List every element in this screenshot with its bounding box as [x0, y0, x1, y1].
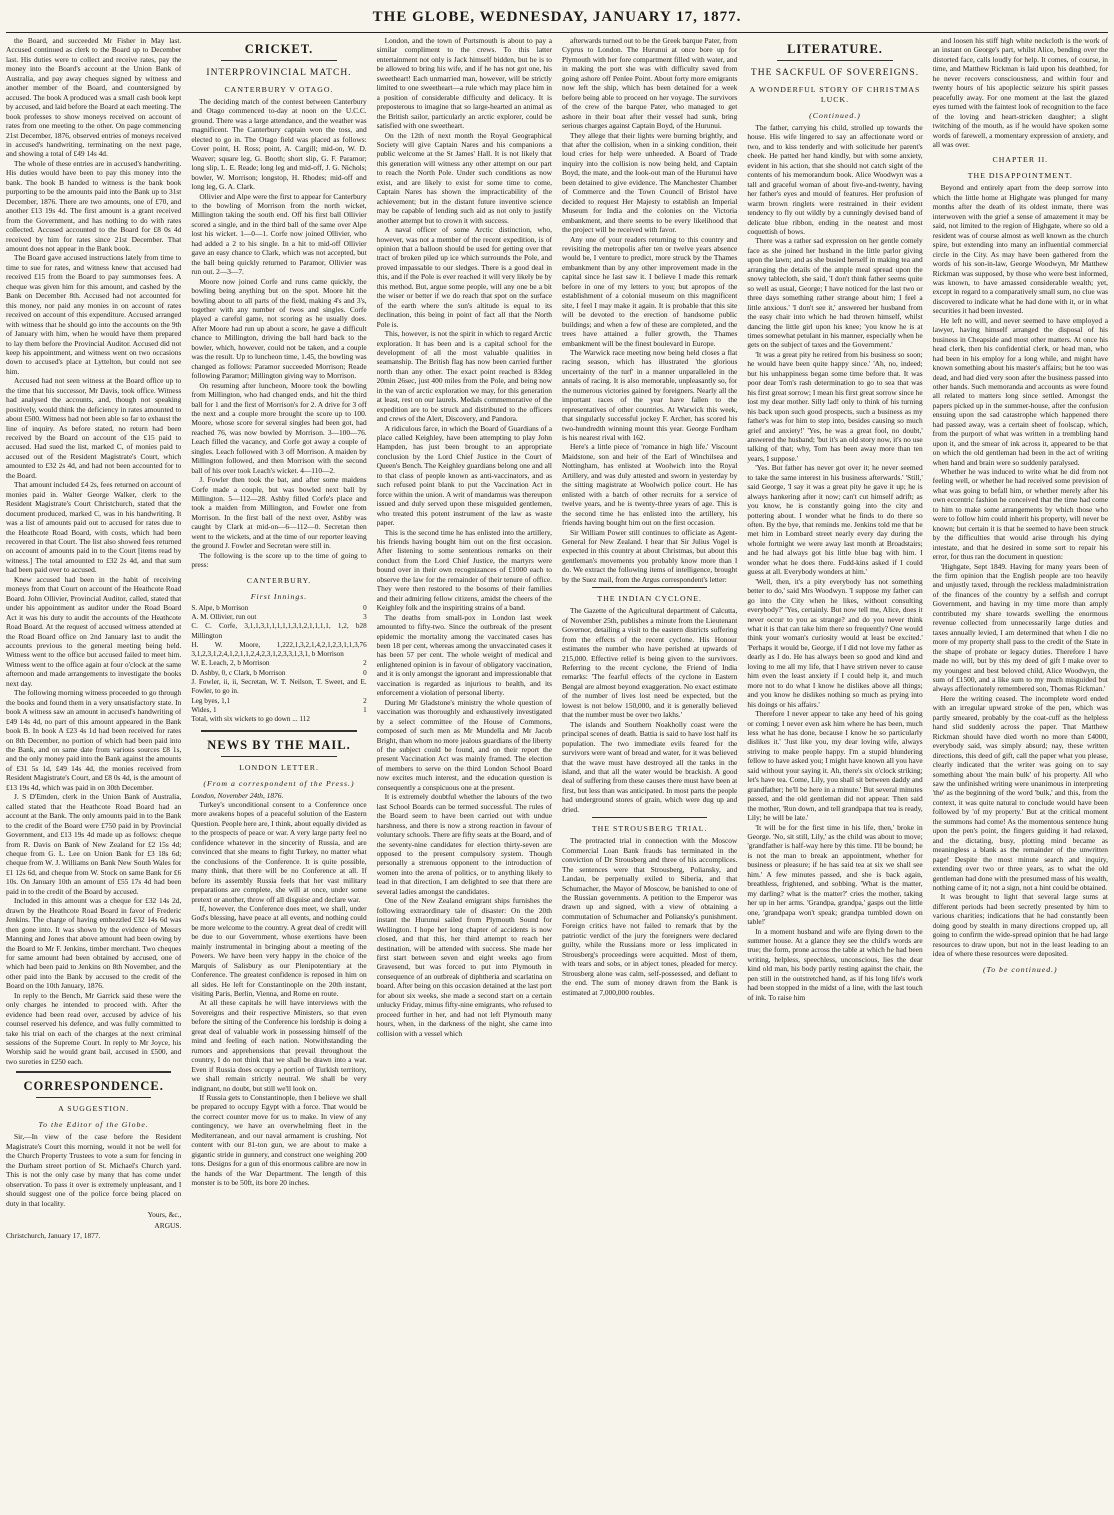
- article-paragraph: Here's a little piece of 'romance in high life.' Viscount Maidstone, son and heir of the Earl of Winchilsea and Nottingham, has enlisted at Woolwich into the Royal Artillery, and was duly attested and sworn in yesterday by the sitting magistrate at Woolwich police court. He has enlisted with a batch of other recruits for a service of twelve years, and he is twenty-three years of age. This is the second time he has enlisted into the artillery, his friends having bought him out on the first occasion.: [561, 442, 738, 528]
- article-paragraph: Knew accused had been in the habit of receiving moneys from that Court on account of the Heathcote Road Board. John Ollivier, Provincial Auditor, called, stated that under his appointment as auditor under the Road Board Act it was his duty to audit the accounts of the Heathcote Road Board. At the request of accused witness attended at the Road Board office on 2nd January last to audit the accounts previous to the general meeting being held. Witness went to the office but accused failed to meet him. Witness went to the office again at four o'clock at the same afternoon and made arrangements to investigate the books next day.: [6, 574, 182, 688]
- masthead-title: THE GLOBE, WEDNESDAY, JANUARY 17, 1877.: [372, 9, 742, 25]
- article-paragraph: On the 12th of next month the Royal Geographical Society will give Captain Nares and his companions a public welcome at the St James' Hall. It is not likely that this generation will witness any other attempt on our part to reach the North Pole. Under such conditions as now exist, and are likely to exist for some time to come, Captain Nares has shown the impracticability of the achievement; but in the distant future inventive science may be capable of lending such aid as not only to justify another attempt but to crown it with success.: [376, 130, 552, 225]
- article-paragraph: J. S D'Emden, clerk in the Union Bank of Australia, called stated that the Heathcote Road Board had an account at the Bank. The only amounts paid in to the Bank to the credit of the Board were £750 paid in by Provincial Government, and £13 19s 4d made up as follows: cheque from R. Davis on Bank of New Zealand for £2 15s 4d; cheque from G. L. Lee on Union Bank for £3 18s 6d; cheque from W. J. Williams on Bank New South Wales for £1 12s 6d, and cheque from W. Stock on same Bank for £6 10s. On January 10th an amount of £55 17s 4d had been paid in to the credit of the Board by accused.: [6, 792, 182, 896]
- scorecard-row: Leg byes, 1,1 2: [191, 696, 367, 705]
- article-paragraph: afterwards turned out to be the Greek barque Pater, from Cyprus to London. The Hurunui at once bore up for Plymouth with her fore compartment filled with water, and in making the port she was with difficulty saved from going ashore off Penlee Point. About forty more emigrants now left the ship, which has been detained for a week before being able to proceed on her voyage. The survivors of the crew of the barque Pater, who managed to get ashore in their boat after their vessel had sunk, bring serious charges against Captain Boyd, of the Hurunui.: [561, 36, 738, 131]
- correspondence-subheading: A SUGGESTION.: [58, 1104, 130, 1114]
- scorecard-total: Total, with six wickets to go down ... 112: [191, 715, 310, 724]
- story-paragraph: There was a rather sad expression on her gentle comely face as she joined her husband in the little parlor giving upon the lawn; and as she busied herself in making tea and arranging the details of the ample meal spread upon the snowy tablecloth, she said, 'I don't think father seems quite so well as usual, George; I have noticed for the last two or three days something rather strange about him; I feel a little anxious.' 'I don't see it,' answered her husband from the easy chair into which he had thrown himself, whilst dancing the little girl upon his knee; 'you know he is at times somewhat petulant in his manner, especially when he gets on the subject of taxes and the Government.': [747, 236, 923, 350]
- story-paragraph: Here the writing ceased. The incomplete word ended with an irregular upward stroke of the pen, which was partly smeared, probably by the coat-cuff as the helpless hand slid suddenly across the paper. That Matthew Rickman should have died worth no more than £4000, everybody said, was simply absurd; nay, these written directions, this deed of gift, call the paper what you please, clearly indicated that the writer was going on to say something about 'the main bulk' of his property. All who saw the unfinished writing were unanimous in interpreting 'the' as the beginning of the word 'bulk,' and this, from the context, it was quite natural to conclude would have been followed by 'of my property.' But at the critical moment the summons had come! As the momentous sentence hung upon the pen's point, the fingers guiding it had relaxed, and the dictating, busy, plotting mind became as meaningless a blank as the remainder of the unwritten page! Despite the most minute search and inquiry, extending over two or three years, as to what the old gentleman had done with the presumed mass of his wealth, nothing came of it; not a sign, not a hint could be obtained.: [932, 693, 1108, 892]
- story-paragraph: Beyond and entirely apart from the deep sorrow into which the little home at Highgate was plunged for many months after the death of its oldest inmate, there was interwoven with the grief a sense of amazement it may be said, not limited to the region of Highgate, where so old a resident was of course almost as well known as the church spire, but extending into many an influential commercial circle in the City. As may have been gathered from the words of his son-in-law, George Woodwyn, Mr Matthew Rickman was supposed, by those who were best informed, was known, to have amassed considerable wealth; yet, except in regard to a comparatively small sum, no clue was discovered to indicate what he had done with it, or in what securities it had been invested.: [932, 183, 1108, 316]
- article-paragraph: The whole of these entries are in accused's handwriting. His duties would have been to pay this money into the bank. The book B handed to witness is the bank book purporting to be the amounts paid into the Bank up to 31st December, 1876. There are two amounts, one of £70, and another £13 19s 4d. The first amount is a grant received from the Government, and has nothing to do with rates collected. Accused accounted to the Board for £8 0s 4d received by him for rates since 21st December. That amount does not appear in the Bank book.: [6, 158, 182, 253]
- scorecard-row: J. Fowler, ii, ii, Secretan, W. T. Neilson, T. Sweet, and E. Fowler, to go in.: [191, 678, 367, 696]
- letter-closing: Yours, &c.,: [147, 1210, 182, 1220]
- article-paragraph: Included in this amount was a cheque for £32 14s 2d, drawn by the Heathcote Road Board in favor of Frederic Jenkins. The charge of having embezzled £32 14s 6d was then gone into. It was shown by the evidence of Messrs Manning and Jones that above amount had been owing by the Board to Mr F. Jenkins, timber merchant. Two cheques for same amount had been obtained by accused, one of which had been paid to Jenkins on 8th November, and the other paid into the Bank by accused to the credit of the Board on the 10th January, 1876.: [6, 896, 182, 991]
- story-paragraph: In a moment husband and wife are flying down to the summer house. At a glance they see the child's words are true; the form, prone across the table at which he had been writing, helpless, speechless, unconscious, lies the dear kind old man, his body partly resting against the chair, the pen still in the outstretched hand, as if his long life's work had been stopped in the midst of a line, with the last touch of ink. To raise him: [747, 926, 923, 1002]
- heading-rule: [777, 60, 892, 61]
- section-divider: [592, 587, 707, 588]
- article-paragraph: That amount included £4 2s, fees returned on account of monies paid in. Walter George Walker, clerk to the Resident Magistrate's Court Christchurch, stated that the document produced, marked C, was in his handwriting. It was a list of amounts paid out to accused for rates due to the Heathcote Road Board, with costs, which had been recovered in that Court. The list also showed fees returned on account of amounts paid in to the Court [items read by witness.] The total amounted to £32 2s 4d, and that sum had been paid over to accused.: [6, 480, 182, 575]
- strousberg-heading: THE STROUSBERG TRIAL.: [591, 824, 708, 834]
- to-be-continued: (To be continued.): [982, 964, 1058, 974]
- masthead: [0, 0, 1114, 34]
- article-paragraph: Ollivier and Alpe were the first to appear for Canterbury to the bowling of Morrison from the north wicket, Millington taking the south end. Off his first ball Ollivier scored a single, and in the third ball of the same over Alpe lost his wicket. 1—0—1. Corfe now joined Ollivier, who had added a 2 to his single. In a hit to mid-off Ollivier gave an easy chance to Clark, which was not accepted, but the ball being quickly returned to Paramor, Ollivier was run out. 2—3—7.: [191, 191, 367, 277]
- story-title: THE SACKFUL OF SOVEREIGNS.: [750, 68, 920, 78]
- article-paragraph: the Board, and succeeded Mr Fisher in May last. Accused continued as clerk to the Board up to December last. His duties were to collect and receive rates, pay the money into the Board's account at the Union Bank of Australia, and pay away cheques signed by witness and another member of the Board, and countersigned by accused. The book A produced was a small cash book kept by accused, and laid before the Board at each meeting. The book professes to show moneys received on account of rates from one meeting to the other. On page commencing 21st December, 1876, observed entries of moneys received in accused's handwriting, terminating on the next page, and showing a total of £49 14s 4d.: [6, 36, 182, 159]
- story-paragraph: It was brought to light that several large sums at different periods had been secretly presented by him to various charities; indications that he had constantly been doing good by stealth in many directions cropped up, all going to confirm the wide-spread opinion that he had large resources to draw upon, but not in the least leading to an idea of where these resources were deposited.: [932, 892, 1108, 959]
- scorecard-row: W. E. Leach, 2, b Morrison 2: [191, 659, 367, 668]
- article-paragraph: The Warwick race meeting now being held closes a flat racing season, which has illustrated 'the glorious uncertainty of the turf' in a manner unparalleled in the annals of racing. It is also memorable, unpleasantly so, for the numerous victories gained by foreigners. Nearly all the important races of the year have fallen to the representatives of other countries. At Warwick this week, that singularly successful jockey F. Archer, has scored his two-hundredth winning mount this year. George Fordham is his nearest rival with 162.: [561, 347, 738, 443]
- scorecard-team: CANTERBURY.: [246, 575, 312, 585]
- section-divider: [201, 730, 356, 732]
- article-paragraph: If, however, the Conference does meet, we shall, under God's blessing, have peace at all events, and nothing could be more welcome to the country. A great deal of credit will be due to our Government, whose exertions have been mainly instrumental in bringing about a meeting of the Powers. We have been very happy in the choice of the Marquis of Salisbury as our Plenipotentiary at the Conference. The greatest confidence is reposed in him on all sides. He left for Constantinople on the 20th instant, visiting Paris, Berlin, Vienna, and Rome en route.: [191, 903, 367, 999]
- article-paragraph: On resuming after luncheon, Moore took the bowling from Millington, who had changed ends, and hit the third ball for 1 and the first of Morrison's for 2. A drive for 3 off the next and a couple more brought the score up to 100. Moore, whose score for several singles had been got, had reached 76, was now bowled by Morrison. 3—100—76. Leach filled the vacancy, and Corfe got away a couple of singles. Leach followed with 3 off Morrison. A maiden by Millington followed, and then Morrison with the second ball of his over took Leach's wicket. 4—110—2.: [191, 380, 367, 475]
- scorecard-innings: First Innings.: [250, 591, 308, 601]
- letter-dateline: Christchurch, January 17, 1877.: [6, 1230, 101, 1240]
- article-paragraph: In reply to the Bench, Mr Garrick said these were the only charges he intended to proceed with. After the evidence had been read over, accused by advice of his counsel reserved his defence, and was fully committed to take his trial on each of the charges at the next criminal sessions of the Supreme Court. In reply to Mr Joyce, his Worship said he would grant bail, accused in £500, and two sureties in £250 each.: [6, 990, 182, 1066]
- story-paragraph: 'Well, then, it's a pity everybody has not something better to do,' said Mrs Woodwyn. 'I suppose my father can go into the City when he likes, without consulting everybody?' 'Yes, certainly. But now tell me, Alice, does it never occur to you as strange? and do you never think what it is that can take him there so frequently? One would think your woman's curiosity would at least be excited.' 'Perhaps it would be, George, if I did not love my father as dearly as I do. He has always been so good and kind and loving to me all my life, that I have striven never to cause him even the least anxiety if I could help it, and much more not to do what I know he dislikes above all things; and you know he dislikes nothing so much as prying into his doings or his affairs.': [747, 576, 923, 709]
- cyclone-heading: THE INDIAN CYCLONE.: [597, 594, 702, 604]
- column-2: [191, 36, 366, 1510]
- article-paragraph: Any one of your readers returning to this country and revisiting the metropolis after ten or twelve years absence would be, I venture to predict, more struck by the Thames embankment than by any other improvement made in the capital since he last saw it. I believe I made this remark before in one of my letters to you; but apropos of the establishment of a colonial museum on this magnificent site, I feel I may make it again. It is probable that this site will be devoted to the erection of handsome public buildings; and when a few of these are completed, and the trees have attained a fuller growth, the Thames embankment will be the finest boulevard in Europe.: [561, 234, 738, 348]
- letter-body: Sir,—In view of the case before the Resident Magistrate's Court this morning, would it not be well for the Church Property Trustees to vote a sum for fencing in the Durham street portion of St. Michael's Church yard. This is not the only case by many that has come under observation. To pass it over is extremely unpleasant, and I should suggest one of the police force being placed on duty in that locality.: [6, 1132, 182, 1208]
- article-paragraph: During Mr Gladstone's ministry the whole question of vaccination was thoroughly and exhaustively investigated by a select committee of the House of Commons, composed of such men as Mr Mundella and Mr Jacob Bright, than whom no more jealous guardians of the liberty of the subject could be found, and on their report the present Vaccination Act was mainly framed. The election of members to serve on the third London School Board now excites much interest, and the education question is consequently a conspicuous one at the present.: [376, 697, 552, 792]
- article-paragraph: At all these capitals he will have interviews with the Sovereigns and their respective Ministers, so that even before the sitting of the Conference his lordship is doing a great deal of valuable work in possessing himself of the mind and feeling of each nation. Notwithstanding the rumors and apprehensions that prevail throughout the country, I do not think that we shall be drawn into a war. Even if Russia does occupy a portion of Turkish territory, we shall remain strictly neutral. We shall be very indignant, no doubt, but still we'll look on.: [191, 998, 367, 1093]
- story-paragraph: Therefore I never appear to take any heed of his going or coming; I never even ask him where he has been, much less what he has done, because I know he so particularly dislikes it.' 'Just like you, my dear loving wife, always striving to make people happy. I'm a stupid blundering fellow to have asked you; I might have known all you have said without your saying it. Ah, there's six o'clock striking; let's have tea. Come, Lily, you shall sit between daddy and grandfather; he'll be here in a minute.' But several minutes passed, and the old gentleman did not appear. Then said the mother, 'Run down, and tell grandpapa that tea is ready, Lily; he will be late.': [747, 709, 923, 823]
- article-paragraph: London, and the town of Portsmouth is about to pay a similar compliment to the crews. To this latter entertainment not only is Jack himself bidden, but he is to be allowed to bring his wife, and if he has not got one, his sweetheart! Each unmarried man, however, will be strictly limited to one sweetheart—a rule which may place him in a position of considerable difficulty and delicacy. It is preposterous to imagine that so large-hearted an animal as the British sailor, particularly an arctic explorer, could be satisfied with one sweetheart.: [376, 36, 552, 131]
- letter-signature: ARGUS.: [154, 1221, 182, 1231]
- news-subheading: LONDON LETTER.: [239, 762, 319, 772]
- story-paragraph: 'It will be for the first time in his life, then,' broke in George. 'No, sit still, Lily,' as the child was about to move; 'grandfather is half-way here by this time. I'll be bound; he is not the man to break an appointment, whether for business or pleasure; if he has said tea at six we shall see him.' A few minutes passed, and she is back again, breathless, frightened, and sobbing. 'What is the matter, my darling? what is the matter?' cries the mother, taking her up in her arms. 'Grandpa, grandpa,' gasps out the little one, 'grandpapa won't speak; grandpa tumbled down on table!': [747, 822, 923, 927]
- article-paragraph: A ridiculous farce, in which the Board of Guardians of a place called Keighley, have been attempting to play John Hampden, has just been brought to an appropriate conclusion by the Lord Chief Justice in the Court of Queen's Bench. The Keighley guardians belong one and all to that class of people known as anti-vaccinators, and as such refused point blank to put the Vaccination Act in force within the union. A writ of mandamus was thereupon issued and duly served upon these misguided gentlemen, who treated this potent instrument of the law as waste paper.: [376, 423, 552, 528]
- story-paragraph: The father, carrying his child, strolled up towards the house. His wife lingered to say an affectionate word or two, and to kiss tenderly and with solicitude her parent's cheek. He patted her hand kindly, but with some anxiety, evident in his action, that she should not catch sight of the contents of his memorandum book. Alice Woodwyn was a tall and graceful woman of about five-and-twenty, having her father's eyes and mould of features. Her profusion of warm brown ringlets were restrained in their evident tendency to fly out wildly by a cunningly devised band of delicate blue ribbon, ending in the neatest and most coquettish of bows.: [747, 123, 923, 236]
- heading-rule: [221, 756, 336, 757]
- article-paragraph: This, however, is not the spirit in which to regard Arctic exploration. It has been and is a capital school for the development of all the most valuable qualities in seamanship. The British flag has now been carried further north than any other. The exact point reached is 83deg 20min 26sec, just 400 miles from the Pole, and being now in the van of arctic exploration we may, for this generation at least, rest on our laurels. Medals commemorative of the expedition are to be struck and distributed to the officers and crews of the Alert, Discovery, and Pandora.: [376, 329, 552, 424]
- scorecard-row: C. C. Corfe, 3,1,1,3,1,1,1,1,1,3,1,2,1,1,1,1, 1,2, b Millington 28: [191, 622, 367, 640]
- cricket-match-title: CANTERBURY V OTAGO.: [224, 85, 334, 94]
- correspondence-heading: CORRESPONDENCE.: [23, 1079, 164, 1094]
- heading-rule: [36, 1097, 151, 1098]
- chapter-heading: CHAPTER II.: [992, 155, 1049, 165]
- section-divider: [592, 817, 707, 818]
- cricket-heading: CRICKET.: [244, 42, 314, 56]
- column-4: [562, 36, 737, 1510]
- column-5: [747, 36, 922, 1510]
- story-paragraph: He left no will, and never seemed to have employed a lawyer, having himself arranged the disposal of his business in Cheapside and most other matters. At once his head clerk, then his confidential clerk, or head man, who had been in his employ for a long while, and might have known something about his master's affairs; but he too was dead, and had died very soon after the business passed into other hands. Such memoranda and accounts as were found all related to matters long since settled. Amongst the papers picked up in the summer-house, after the confusion ensuing upon the sad catastrophe which happened there had passed away, was a certain sheet of foolscap, which, from the purport of what was written in a trembling hand upon it, and the smear of ink across it, appeared to be that on which the old gentleman had been in the act of writing when hand and brain were so suddenly paralysed.: [932, 315, 1108, 467]
- article-paragraph: Turkey's unconditional consent to a Conference once more awakens hopes of a peaceful solution of the Eastern Question. People here are, I think, about equally divided as to the prospects of peace or war. A very large party feel no confidence whatever in the sincerity of Russia, and are convinced that she means to fight Turkey, no matter what the conclusions of the Conference. It is quite possible, many think, that there will be no Conference at all. If before its assembly Russia feels that her vast military preparations are complete, she will at once, under some pretext or another, throw off all disguise and declare war.: [191, 799, 367, 904]
- article-paragraph: The following morning witness proceeded to go through the books and found them in a very unsatisfactory state. In book A witness saw an amount in accused's handwriting of £49 14s 4d, no part of this amount appeared in the Bank book B. In book A £23 4s 1d had been received for rates on 8th December, no portion of which had been paid into the Bank, and on same date from various sources £8 1s, and the only money paid into the Bank against the amounts of £31 5s 1d, £49 14s 4d, the monies received from Resident Magistrate's Court, and £8 0s 4d, is the amount of £13 19s 4d, which was paid in on 30th December.: [6, 688, 182, 792]
- story-paragraph: 'Yes. But father has never got over it; he never seemed to take the same interest in his business afterwards.' 'Still,' said George, 'I say it was a great pity he gave it up; he is always hankering after it now; can't cut himself adrift; as you know, he is constantly going into the city and pottering about. I wonder what he finds to do there so often. By the bye, that reminds me. Jenkins told me that he met him in Lombard street nearly every day during the whole fortnight we were away last month at Broadstairs; and he had always got his little blue bag with him. I wonder what he does there. Fudd-kins asked if I could guess at all. Everybody wonders at him.': [747, 463, 923, 577]
- scorecard-row: S. Alpe, b Morrison 0: [191, 603, 367, 612]
- news-correspondent: (From a correspondent of the Press.): [203, 778, 355, 788]
- article-paragraph: They allege that their lights were burning brightly, and that after the collision, when in a sinking condition, their loud cries for help were unheeded. A Board of Trade inquiry into the collision is now being held, and Captain Boyd, the mate, and the look-out man of the Hurunui have been detained to give evidence. The Manchester Chamber of Commerce and the Town Council of Bristol have decided to request Her Majesty to establish an Imperial Museum for India and the colonies on the Victoria embankment, and there seems to be every likelihood that the project will be received with favor.: [561, 130, 738, 235]
- story-paragraph: 'Highgate, Sept 1849. Having for many years been of the firm opinion that the English people are too heavily and unjustly taxed, through the reckless maladministration of the finances of the country by a selfish and corrupt Government, and having in my time more than amply contributed my share towards swelling the enormous revenue collected from unnecessarily large duties and taxes annually levied, I am determined that when I die no more of my property shall pass to the credit of the State in the shape of probate or legacy duties. Therefore I have made no will, but by this my deed of gift I make over to my youngest and best beloved child, Alice Woodwyn, the sum of £1500, and a like sum to my much misguided but always affectionately remembered son, Thomas Rickman.': [932, 561, 1108, 694]
- story-paragraph: and loosen his stiff high white neckcloth is the work of an instant on George's part, whilst Alice, bending over the distorted face, calls loudly for help. It comes, of course, in time, and Matthew Rickman is laid upon his deathbed, for he never recovers consciousness, and within four and twenty hours of his apoplectic seizure his spirit passes peacefully away. For one moment at the last the glazed eyes turned with the faintest look of recognition to the face of the loving and heart-stricken daughter; a slight twitching of the mouth, as if he would have spoken some words of farewell, a momentary expression of anxiety, and all was over.: [932, 36, 1108, 149]
- article-paragraph: Moore now joined Corfe and runs came quickly, the bowling being anything but on the spot. Moore hit the bowling about to all parts of the field, making 4's and 3's, together with any number of twos and singles. Corfe played a careful game, not scoring as he usually does. After Moore had run up about a score, he gave a difficult chance to Millington, driving the ball hard back to the bowler, which, however, could not be taken, and a couple was the result. Up to luncheon time, 1.45, the bowling was changed as follows: Paramor succeeded Morrison; Reade following Paramor; Millington giving way to Morrison.: [191, 276, 367, 381]
- article-paragraph: The following is the score up to the time of going to press:: [191, 550, 367, 570]
- correspondence-addressee: To the Editor of the Globe.: [38, 1120, 149, 1130]
- article-paragraph: The Gazette of the Agricultural department of Calcutta, of November 25th, publishes a minute from the Lieutenant Governor, detailing a visit to the eastern districts suffering from the effects of the recent cyclone. His Honour estimates the number who have perished at upwards of 215,000. Effective relief is being given to the survivors. Referring to the recent cyclone, the Friend of India remarks: 'The fearful effects of the cyclone in Eastern Bengal are almost beyond exaggeration. No exact estimate of the number of lives lost need be expected, but the lowest is not below 150,000, and it is generally believed that the number must be over two lakhs.': [561, 606, 738, 720]
- news-dateline: London, November 24th, 1876.: [191, 790, 284, 800]
- article-paragraph: The deaths from small-pox in London last week amounted to fifty-two. Since the outbreak of the present epidemic the mortality among the vaccinated cases has been 18 per cent, whereas among the unvaccinated cases it has been 57 per cent. The whole weight of medical and enlightened opinion is in favour of obligatory vaccination, and it is only amongst the ignorant and impressionable that vaccination is regarded as injurious to health, and its enforcement a violation of personal liberty.: [376, 612, 552, 698]
- scorecard-row: Wides, 1 1: [191, 705, 367, 714]
- article-paragraph: The Board gave accused instructions lately from time to time to sue for rates, and witness knew that accused had received £15 from the Board to pay summonses fees. A cheque was given him for this amount, and cashed by the Bank on December 8th. Accused had not accounted for this money, nor paid any monies in on account of rates received on account of this expenditure. Accused arranged with witness that he should go into the accounts on the 9th of January with him, when he would have them prepared to lay them before the Provincial Auditor. Accused did not keep his appointment, and witness went on two occasions down to accused's place at Lyttelton, but could not see him.: [6, 253, 182, 376]
- story-continued: (Continued.): [809, 111, 861, 120]
- story-paragraph: Whether he was induced to write what he did from not feeling well, or whether he had received some prevision of what was going to befall him, or whether merely after his own eccentric fashion he conceived that the time had come to him to make some arrangements by which those who were to follow him could inherit his property, will never be known; but certain it is that he seemed to have been struck by the difficulties that would arise through his dying intestate, and that he desired in some sort to repair his error, for thus ran the document in question:: [932, 467, 1108, 562]
- article-paragraph: Accused had not seen witness at the Board office up to the time that his successor, Mr Davis, took office. Witness had analysed the accounts, and, though not speaking positively, would think the deficiency in rates amounted to about £500. Witness had not been able so far to exhaust the line of inquiry. As before stated, no return had been received by the Board on account of the £15 paid to accused. Had sued the list, marked C, of monies paid to accused out of the Resident Magistrate's Court, which amounted to £32 2s 4d, and had not been accounted for to the Board.: [6, 376, 182, 480]
- article-paragraph: Sir William Power still continues to officiate as Agent-General for New Zealand. I hear that Sir Julius Vogel is expected in this country at about Christmas, but about this gentleman's movements you probably know more than I do. We extract the following items of intelligence, brought by the Suez mail, from the Argus correspondent's letter:: [561, 527, 738, 584]
- newspaper-columns: [6, 36, 1108, 1510]
- article-paragraph: The islands and Southern Noakholly coast were the principal scenes of death. Battia is said to have lost half its population. The two immediate evils feared for the survivors were want of bread and water, for it was believed that the wave must have destroyed all the tanks in the island, and that all the water would be brackish. A good deal of suffering from these causes there must have been at first, but less than was anticipated. In most parts the people had underground stores of grain, which were dug up and dried.: [561, 719, 738, 814]
- article-paragraph: This is the second time he has enlisted into the artillery, his friends having bought him out on the first occasion. After listening to some sententious remarks on their conduct from the Lord Chief Justice, the martyrs were bound over in their own recognizances of £1000 each to observe the law for the remainder of their tenure of office. They were then restored to the bosoms of their families and their admiring fellow citizens, amidst the cheers of the Keighley folk and the inspiriting strains of a band.: [376, 527, 552, 613]
- masthead-rule: [6, 32, 1108, 33]
- section-divider: [16, 1071, 171, 1073]
- article-paragraph: The protracted trial in connection with the Moscow Commercial Loan Bank frauds has terminated in the conviction of Dr Strousberg and three of his accomplices. The sentences were that Strousberg, Poliansky, and Landau, be perpetually exiled to Siberia, and that Schumacher, the Mayor of Moscow, be banished to one of the Russian governments. A petition to the Emperor was drawn up and signed, with a view of obtaining a commutation of Schumacher and Poliansky's punishment. Foreign critics have not failed to remark that by the patriotic verdict of the jury the foreigners were declared guilty, while the Russians more or less implicated in Strousberg's proceedings were acquitted. Most of them, with tears and sobs, or in abject tones, pleaded for mercy. Strousberg alone was calm, self-possessed, and defiant to the end. The sum of money drawn from the Bank is estimated at 7,000,000 roubles.: [561, 836, 738, 997]
- article-paragraph: If Russia gets to Constantinople, then I believe we shall be prepared to occupy Egypt with a force. That would be the correct counter move for us to make. In view of any contingency, we have an overwhelming fleet in the Mediterranean, and our naval armament is crushing. Not content with our 81-ton gun, we are about to make a gigantic stride in gunnery, and construct one weighing 200 tons. Designs for a gun of this enormous calibre are now in the hands of the War Department. The length of this monster is to be 50ft, its bore 20 inches.: [191, 1093, 367, 1188]
- cricket-subheading: INTERPROVINCIAL MATCH.: [206, 68, 352, 78]
- chapter-subheading: THE DISAPPOINTMENT.: [967, 171, 1073, 181]
- article-paragraph: One of the New Zealand emigrant ships furnishes the following extraordinary tale of disaster: On the 20th instant the Hurunui sailed from Plymouth Sound for Wellington. I hope her long chapter of accidents is now closed, and that this, her third attempt to reach her destination, will be attended with success. She made her first start between seven and eight weeks ago from Gravesend, but was forced to put into Plymouth in consequence of an outbreak of diphtheria and scarlatina on board. After being on this occasion detained at the last port for about six weeks, she made a second start on a certain unlucky Friday, minus fifty-nine emigrants, who refused to proceed further in her, and had not left Plymouth many hours, when, in the darkness of the night, she came into collision with a vessel which: [376, 896, 552, 1038]
- story-paragraph: 'It was a great pity he retired from his business so soon; he would have been quite happy since.' 'Ah, no, indeed; but his unhappiness began some time before that. It was poor dear Tom's rash determination to go to sea that was his first great sorrow; I mean his first great sorrow since he lost my dear mother. Silly lad! only to think of his turning his back upon such good prospects, such a business as my father's was for him to step into, besides causing so much grief and anxiety!' 'Yes, he was a great fool, no doubt,' answered the husband; 'but it's an old story now, it's no use talking of that; why, Tom has been away more than ten years, I suppose.': [747, 349, 923, 463]
- article-paragraph: A naval officer of some Arctic distinction, who, however, was not a member of the recent expedition, is of opinion that a balloon should be used for getting over that tract of broken piled up ice which surrounds the Pole, and proved impassable to our sledges. There is a good deal in this, and if the Pole is ever reached it will very likely be by this method. But, argue some people, will any one be a bit the wiser or better if we do reach that spot on the surface of the earth where the sun's altitude is equal to its declination, this being in point of fact all that the North Pole is.: [376, 225, 552, 329]
- article-paragraph: The deciding match of the contest between Canterbury and Otago commenced to-day at noon on the U.C.C. ground. There was a large attendance, and the weather was magnificent. The Canterbury captain won the toss, and elected to go in. The Otago field was placed as follows: Cover point, H. Ross; point, A. Cargill; mid-on, W. D. Weaver; square leg, G. Booth; short slip, G. F. Paramor; long slip, L. E. Reade; long leg and mid-off, J. G. Nichols; bowler, W. Morrison; longstop, H. Rhodes; mid-off and long leg, G. A. Clark.: [191, 97, 367, 192]
- column-1: [6, 36, 181, 1510]
- heading-rule: [221, 60, 336, 61]
- scorecard-row: D. Ashby, 0, c Clark, b Morrison 0: [191, 668, 367, 677]
- scorecard: [191, 604, 366, 725]
- scorecard-row: H. W. Moore, 1,222,1,3,2,1,4,2,1,2,3,1,1,3, 3,1,2,3,1,2,4,1,2,1,1,2,4,2,3,1,2,3,3,1,3,1, b Morrison 76: [191, 640, 367, 659]
- column-6: [933, 36, 1108, 1510]
- article-paragraph: J. Fowler then took the bat, and after some maidens Corfe made a couple, but was bowled next ball by Millington. 5—112—28. Ashby filled Corfe's place and took a maiden from Millington, and Fowler one from Morrison. In the first ball of the next over, Ashby was caught by Clark at mid-on—6—112—0. Secretan then went to the wickets, and at the time of our reporter leaving the ground J. Fowler and Secretan were still in.: [191, 475, 367, 551]
- article-paragraph: It is extremely doubtful whether the labours of the two last School Boards can be termed successful. The rules of the Board seem to have been carried out with undue harshness, and there is now a strong reaction in favour of voluntary schools. There are fifty seats at the Board, and of the seventy-nine candidates for election thirty-seven are opposed to the present compulsory system. Though personally a strenuous opponent to the introduction of women into the arena of politics, or to anything likely to lead in that direction, I am delighted to see that there are several ladies amongst the candidates.: [376, 792, 552, 896]
- story-subtitle: A WONDERFUL STORY OF CHRISTMAS LUCK.: [749, 85, 921, 104]
- literature-heading: LITERATURE.: [787, 42, 883, 56]
- column-3: [377, 36, 552, 1510]
- news-heading: NEWS BY THE MAIL.: [207, 737, 351, 752]
- scorecard-row: A. M. Ollivier, run out 3: [191, 612, 367, 621]
